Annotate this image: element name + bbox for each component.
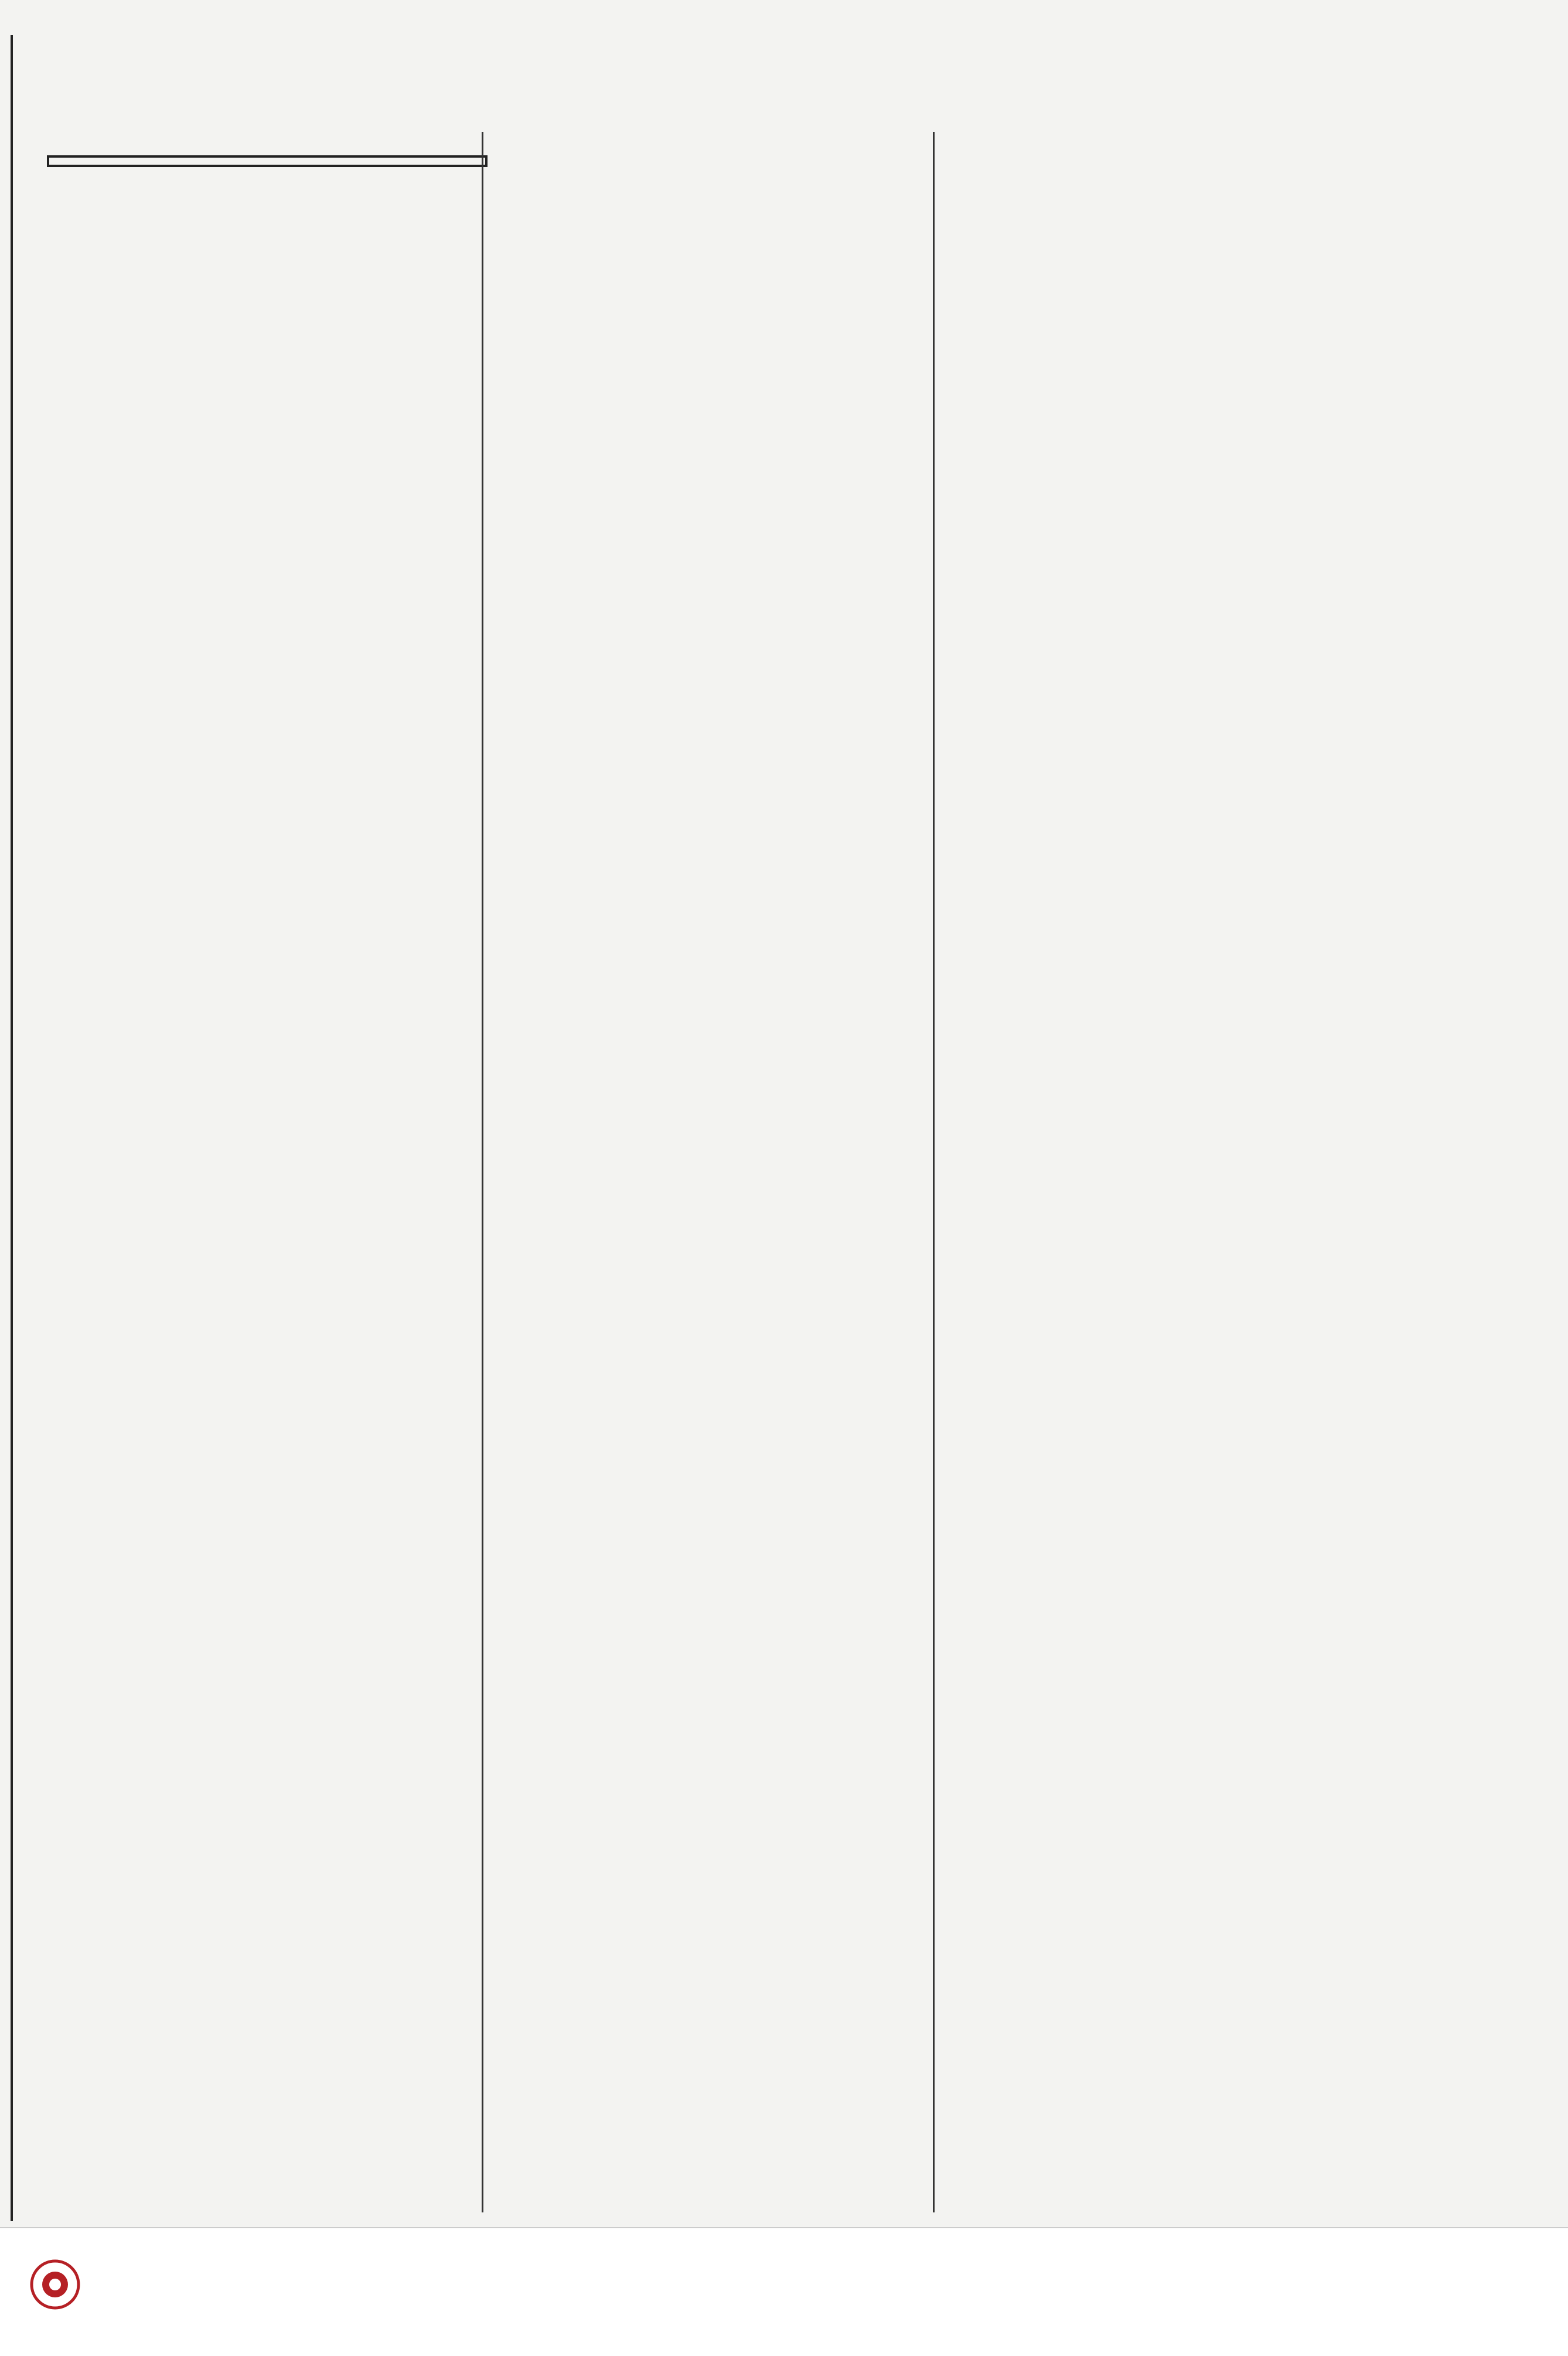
column-2 xyxy=(482,132,942,2212)
library-footer xyxy=(0,2227,1568,2356)
column-1 xyxy=(42,132,499,2212)
advertisement-box xyxy=(47,155,488,167)
column-3 xyxy=(933,132,1394,2212)
binding-edge xyxy=(11,35,13,2221)
library-logo-icon xyxy=(28,2258,82,2311)
